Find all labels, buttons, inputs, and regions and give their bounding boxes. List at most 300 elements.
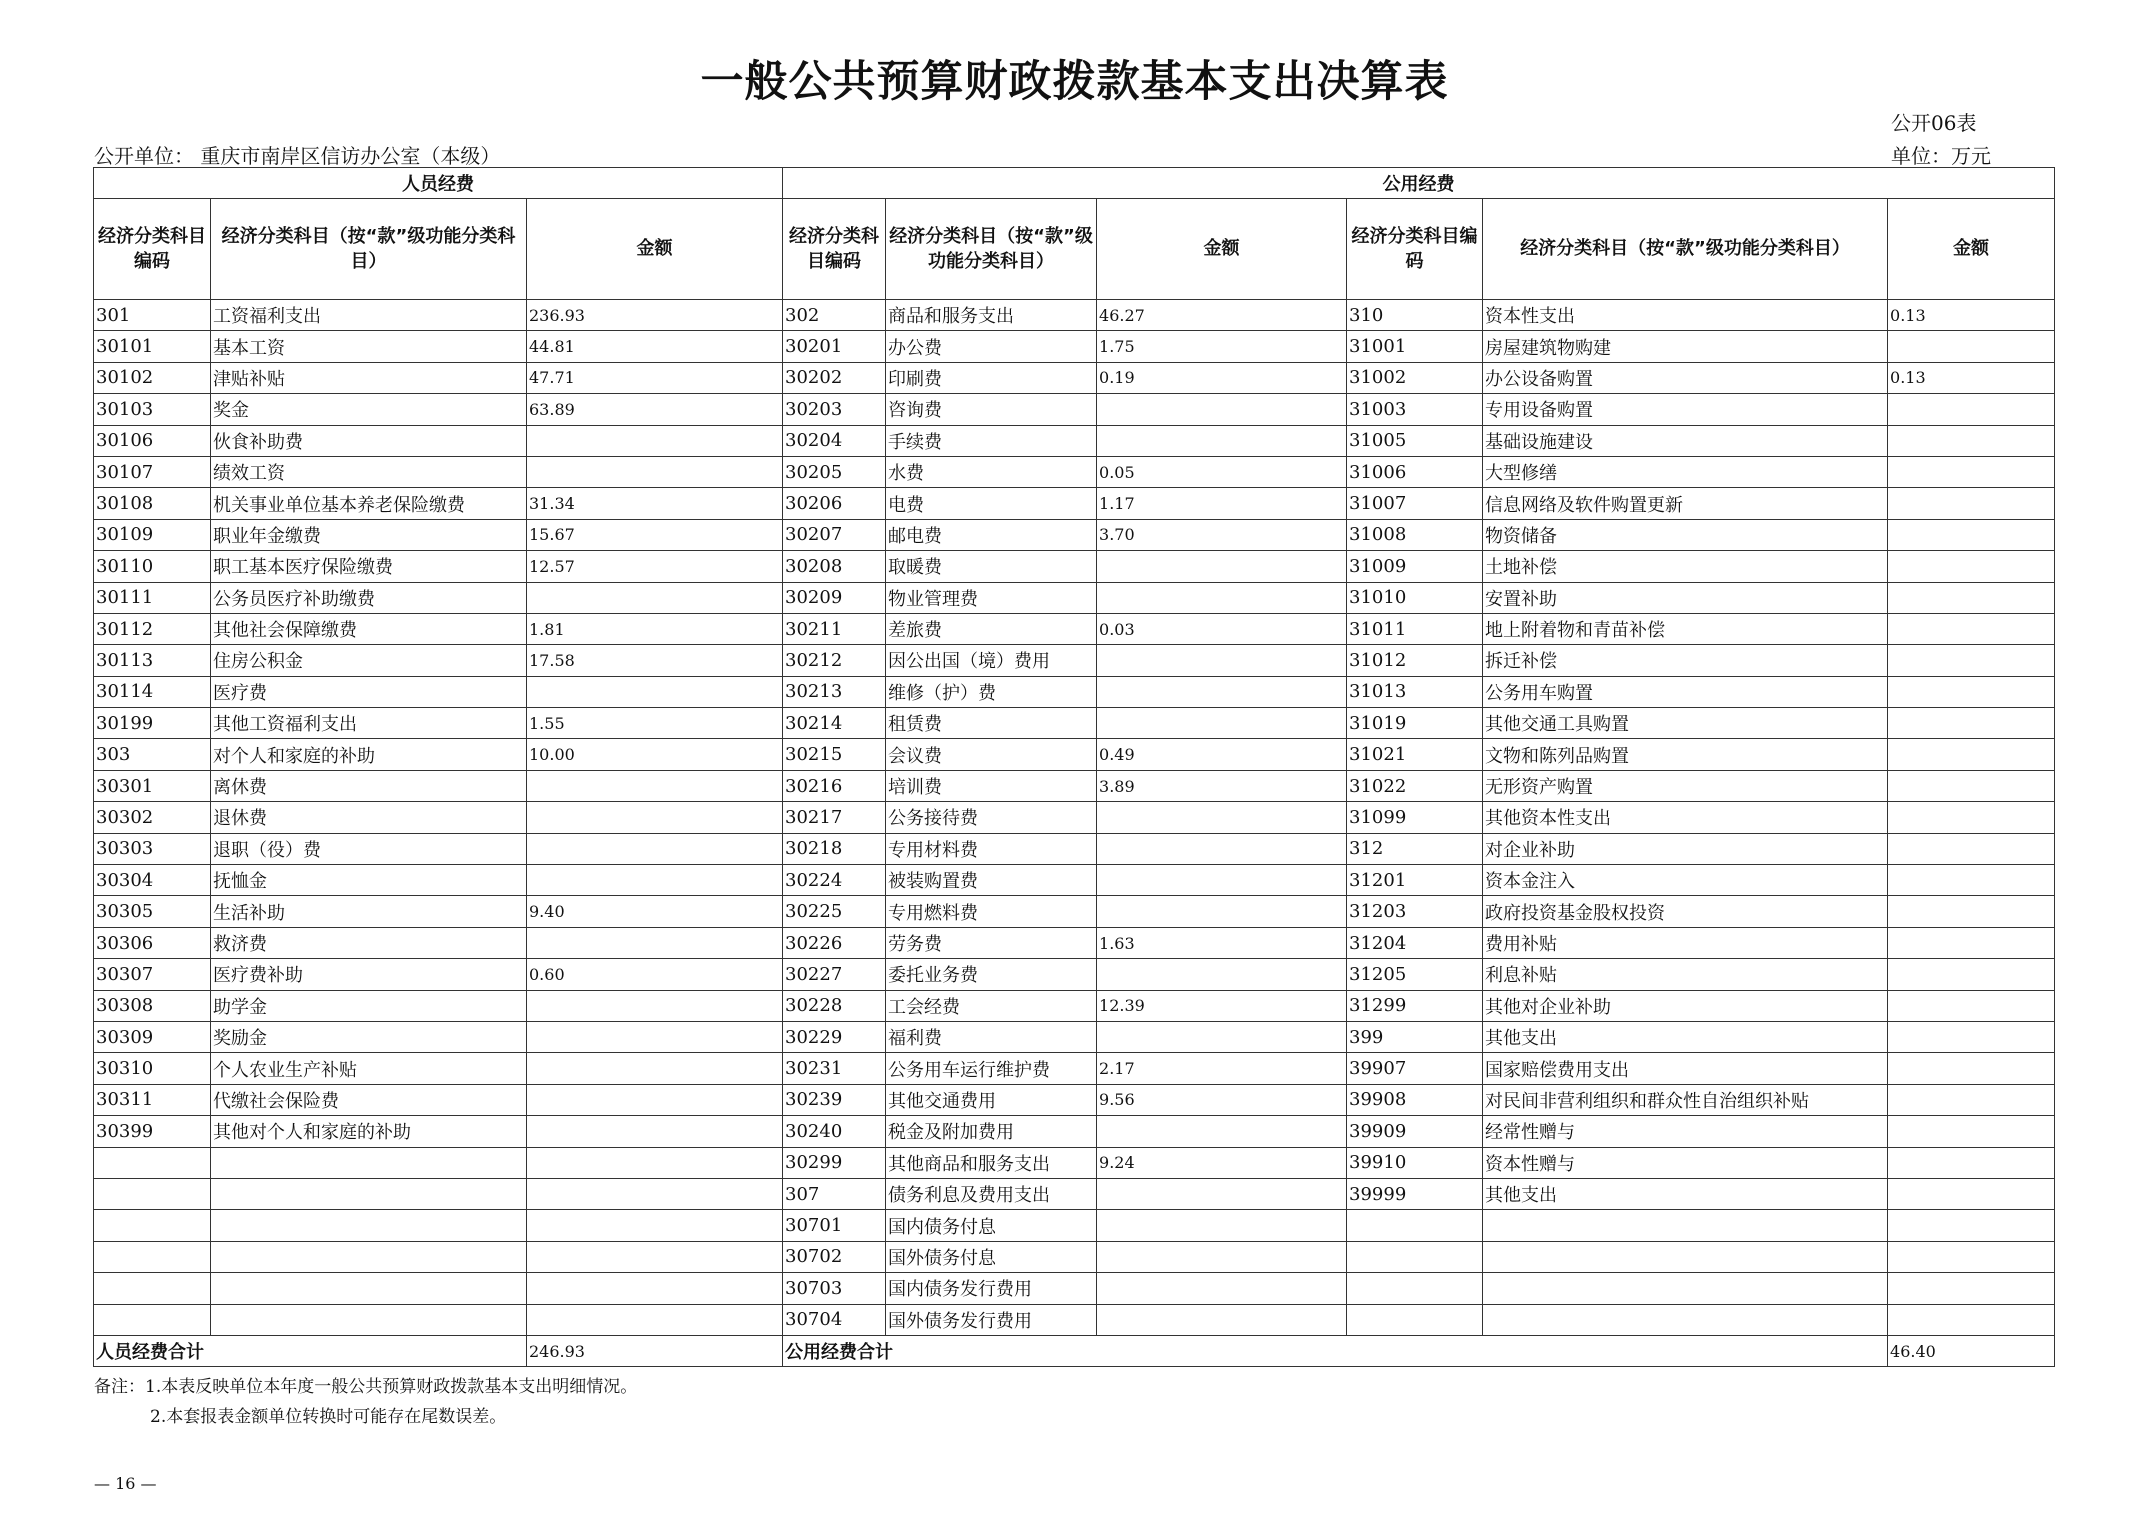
cell-name-1: 基本工资: [211, 331, 527, 362]
cell-code-2: 30701: [783, 1210, 886, 1241]
cell-name-2: 国外债务付息: [886, 1241, 1097, 1272]
cell-amount-3: [1888, 1084, 2055, 1115]
cell-amount-2: [1097, 802, 1347, 833]
cell-code-1: 303: [94, 739, 211, 770]
cell-code-1: 30308: [94, 990, 211, 1021]
cell-amount-1: 0.60: [527, 959, 783, 990]
table-row: [94, 1178, 2055, 1209]
cell-name-2: 工会经费: [886, 990, 1097, 1021]
cell-name-2: 其他交通费用: [886, 1084, 1097, 1115]
cell-name-2: 电费: [886, 488, 1097, 519]
cell-code-3: 31021: [1347, 739, 1483, 770]
cell-amount-1: [527, 802, 783, 833]
cell-amount-2: 0.49: [1097, 739, 1347, 770]
table-row: [94, 1021, 2055, 1052]
cell-code-2: 30240: [783, 1116, 886, 1147]
cell-name-2: 专用材料费: [886, 833, 1097, 864]
cell-amount-3: [1888, 833, 2055, 864]
cell-code-3: 31299: [1347, 990, 1483, 1021]
cell-name-3: 其他对企业补助: [1483, 990, 1888, 1021]
cell-amount-1: 9.40: [527, 896, 783, 927]
cell-code-3: [1347, 1210, 1483, 1241]
cell-amount-1: [527, 1147, 783, 1178]
cell-amount-1: [527, 1178, 783, 1209]
cell-amount-2: 1.75: [1097, 331, 1347, 362]
cell-name-3: 对企业补助: [1483, 833, 1888, 864]
cell-amount-2: [1097, 425, 1347, 456]
cell-code-1: [94, 1241, 211, 1272]
cell-amount-1: 10.00: [527, 739, 783, 770]
cell-code-1: 30301: [94, 770, 211, 801]
cell-amount-3: [1888, 1116, 2055, 1147]
cell-code-2: 30213: [783, 676, 886, 707]
cell-name-1: 离休费: [211, 770, 527, 801]
cell-amount-2: [1097, 582, 1347, 613]
cell-amount-3: [1888, 331, 2055, 362]
table-row: [94, 865, 2055, 896]
table-row: [94, 425, 2055, 456]
cell-amount-3: [1888, 394, 2055, 425]
cell-code-1: 30108: [94, 488, 211, 519]
cell-amount-1: 17.58: [527, 645, 783, 676]
cell-code-2: 30228: [783, 990, 886, 1021]
cell-name-1: 退休费: [211, 802, 527, 833]
table-row: [94, 362, 2055, 393]
cell-code-2: 30212: [783, 645, 886, 676]
table-row: [94, 739, 2055, 770]
cell-code-3: [1347, 1273, 1483, 1304]
cell-code-3: [1347, 1241, 1483, 1272]
cell-name-3: [1483, 1304, 1888, 1335]
cell-amount-1: [527, 1304, 783, 1335]
cell-code-3: 39908: [1347, 1084, 1483, 1115]
cell-code-2: 30206: [783, 488, 886, 519]
cell-name-1: [211, 1304, 527, 1335]
cell-name-1: 个人农业生产补贴: [211, 1053, 527, 1084]
cell-amount-1: [527, 676, 783, 707]
cell-name-1: 对个人和家庭的补助: [211, 739, 527, 770]
col-header-code-1: 经济分类科目编码: [94, 199, 211, 300]
cell-name-3: 对民间非营利组织和群众性自治组织补贴: [1483, 1084, 1888, 1115]
cell-code-2: 30209: [783, 582, 886, 613]
cell-amount-3: [1888, 1178, 2055, 1209]
cell-name-3: 地上附着物和青苗补偿: [1483, 613, 1888, 644]
cell-amount-2: 3.70: [1097, 519, 1347, 550]
cell-name-3: 公务用车购置: [1483, 676, 1888, 707]
cell-code-1: 30399: [94, 1116, 211, 1147]
personnel-total-value: 246.93: [527, 1335, 783, 1366]
personnel-group-header: 人员经费: [94, 168, 783, 199]
cell-amount-3: [1888, 613, 2055, 644]
col-header-name-1: 经济分类科目（按“款”级功能分类科目）: [211, 199, 527, 300]
personnel-total-label: 人员经费合计: [94, 1335, 527, 1366]
cell-amount-3: [1888, 645, 2055, 676]
cell-code-2: 30299: [783, 1147, 886, 1178]
table-row: [94, 959, 2055, 990]
cell-name-1: 职工基本医疗保险缴费: [211, 551, 527, 582]
cell-amount-2: [1097, 551, 1347, 582]
cell-code-2: 30231: [783, 1053, 886, 1084]
cell-name-3: 其他支出: [1483, 1178, 1888, 1209]
cell-name-1: 医疗费: [211, 676, 527, 707]
cell-code-3: 31005: [1347, 425, 1483, 456]
cell-code-3: [1347, 1304, 1483, 1335]
cell-name-2: 差旅费: [886, 613, 1097, 644]
cell-name-2: 被装购置费: [886, 865, 1097, 896]
cell-name-3: 利息补贴: [1483, 959, 1888, 990]
cell-code-2: 30227: [783, 959, 886, 990]
group-header-row: [94, 168, 2055, 199]
currency-unit: 单位：万元: [1891, 144, 1991, 168]
cell-code-2: 30203: [783, 394, 886, 425]
cell-name-1: 助学金: [211, 990, 527, 1021]
table-row: [94, 927, 2055, 958]
cell-code-2: 30217: [783, 802, 886, 833]
table-row: [94, 1116, 2055, 1147]
col-header-amount-3: 金额: [1888, 199, 2055, 300]
cell-code-1: [94, 1147, 211, 1178]
cell-name-3: 物资储备: [1483, 519, 1888, 550]
cell-name-3: 安置补助: [1483, 582, 1888, 613]
cell-amount-2: [1097, 833, 1347, 864]
cell-code-1: 30114: [94, 676, 211, 707]
cell-amount-1: [527, 1273, 783, 1304]
table-row: [94, 708, 2055, 739]
cell-code-3: 312: [1347, 833, 1483, 864]
cell-name-2: 水费: [886, 456, 1097, 487]
cell-name-3: 其他资本性支出: [1483, 802, 1888, 833]
cell-amount-2: [1097, 1241, 1347, 1272]
cell-name-1: [211, 1178, 527, 1209]
cell-amount-2: [1097, 865, 1347, 896]
cell-amount-3: [1888, 770, 2055, 801]
col-header-code-2: 经济分类科目编码: [783, 199, 886, 300]
form-number: 公开06表: [1891, 111, 1977, 135]
cell-amount-1: [527, 1241, 783, 1272]
cell-name-1: [211, 1241, 527, 1272]
cell-name-2: 商品和服务支出: [886, 300, 1097, 331]
cell-amount-3: [1888, 582, 2055, 613]
cell-code-2: 30239: [783, 1084, 886, 1115]
cell-code-2: 30204: [783, 425, 886, 456]
cell-amount-2: [1097, 1273, 1347, 1304]
cell-amount-3: [1888, 708, 2055, 739]
cell-name-2: 福利费: [886, 1021, 1097, 1052]
cell-code-2: 30225: [783, 896, 886, 927]
cell-amount-1: [527, 456, 783, 487]
cell-amount-1: [527, 425, 783, 456]
cell-amount-2: 0.05: [1097, 456, 1347, 487]
cell-amount-1: [527, 1210, 783, 1241]
public-total-value: 46.40: [1888, 1335, 2055, 1366]
cell-code-1: 30102: [94, 362, 211, 393]
cell-name-1: 奖励金: [211, 1021, 527, 1052]
cell-name-2: 国内债务付息: [886, 1210, 1097, 1241]
cell-code-1: [94, 1178, 211, 1209]
cell-name-3: 基础设施建设: [1483, 425, 1888, 456]
cell-code-3: 31019: [1347, 708, 1483, 739]
table-row: [94, 1273, 2055, 1304]
table-row: [94, 613, 2055, 644]
cell-code-1: 30307: [94, 959, 211, 990]
cell-name-3: 办公设备购置: [1483, 362, 1888, 393]
cell-code-2: 302: [783, 300, 886, 331]
cell-name-2: 其他商品和服务支出: [886, 1147, 1097, 1178]
cell-code-1: 30311: [94, 1084, 211, 1115]
table-row: [94, 1147, 2055, 1178]
cell-code-3: 31099: [1347, 802, 1483, 833]
cell-amount-3: 0.13: [1888, 300, 2055, 331]
cell-name-2: 委托业务费: [886, 959, 1097, 990]
cell-amount-2: [1097, 645, 1347, 676]
cell-code-3: 310: [1347, 300, 1483, 331]
cell-name-2: 取暖费: [886, 551, 1097, 582]
cell-name-1: [211, 1273, 527, 1304]
cell-code-2: 30205: [783, 456, 886, 487]
cell-amount-2: 0.03: [1097, 613, 1347, 644]
cell-name-2: 邮电费: [886, 519, 1097, 550]
cell-name-2: 咨询费: [886, 394, 1097, 425]
cell-amount-1: [527, 990, 783, 1021]
cell-code-2: 30704: [783, 1304, 886, 1335]
cell-name-2: 物业管理费: [886, 582, 1097, 613]
cell-code-1: 30109: [94, 519, 211, 550]
table-row: [94, 582, 2055, 613]
page-title: 一般公共预算财政拨款基本支出决算表: [700, 57, 1449, 107]
cell-code-3: 31010: [1347, 582, 1483, 613]
cell-amount-3: [1888, 1021, 2055, 1052]
cell-code-3: 31205: [1347, 959, 1483, 990]
cell-amount-2: 9.24: [1097, 1147, 1347, 1178]
cell-amount-1: 15.67: [527, 519, 783, 550]
cell-name-1: 奖金: [211, 394, 527, 425]
cell-amount-2: 9.56: [1097, 1084, 1347, 1115]
cell-amount-1: 44.81: [527, 331, 783, 362]
public-total-label: 公用经费合计: [783, 1335, 1888, 1366]
cell-name-2: 手续费: [886, 425, 1097, 456]
cell-name-2: 因公出国（境）费用: [886, 645, 1097, 676]
note-1: 备注：1.本表反映单位本年度一般公共预算财政拨款基本支出明细情况。: [94, 1377, 638, 1397]
cell-name-1: 其他对个人和家庭的补助: [211, 1116, 527, 1147]
table-row: [94, 456, 2055, 487]
cell-amount-3: [1888, 551, 2055, 582]
col-header-name-3: 经济分类科目（按“款”级功能分类科目）: [1483, 199, 1888, 300]
cell-amount-2: 12.39: [1097, 990, 1347, 1021]
cell-code-3: 31204: [1347, 927, 1483, 958]
cell-code-1: 30113: [94, 645, 211, 676]
table-row: [94, 551, 2055, 582]
cell-code-3: 31002: [1347, 362, 1483, 393]
cell-name-3: 其他支出: [1483, 1021, 1888, 1052]
cell-name-3: 资本性支出: [1483, 300, 1888, 331]
cell-code-2: 30702: [783, 1241, 886, 1272]
cell-amount-2: 3.89: [1097, 770, 1347, 801]
cell-name-3: [1483, 1273, 1888, 1304]
expenditure-table: [93, 167, 2055, 1367]
cell-code-1: 30310: [94, 1053, 211, 1084]
cell-amount-2: [1097, 1178, 1347, 1209]
cell-code-3: 31022: [1347, 770, 1483, 801]
cell-name-2: 劳务费: [886, 927, 1097, 958]
cell-code-1: 30111: [94, 582, 211, 613]
cell-code-3: 31009: [1347, 551, 1483, 582]
cell-code-1: 30303: [94, 833, 211, 864]
cell-amount-2: [1097, 896, 1347, 927]
table-row: [94, 896, 2055, 927]
table-row: [94, 1241, 2055, 1272]
col-header-amount-2: 金额: [1097, 199, 1347, 300]
cell-name-1: 退职（役）费: [211, 833, 527, 864]
page-number: — 16 —: [94, 1474, 157, 1493]
cell-name-1: 工资福利支出: [211, 300, 527, 331]
cell-code-1: 30309: [94, 1021, 211, 1052]
cell-name-2: 会议费: [886, 739, 1097, 770]
cell-name-3: 政府投资基金股权投资: [1483, 896, 1888, 927]
table-row: [94, 770, 2055, 801]
cell-code-3: 31006: [1347, 456, 1483, 487]
cell-name-2: 国外债务发行费用: [886, 1304, 1097, 1335]
cell-name-3: 国家赔偿费用支出: [1483, 1053, 1888, 1084]
cell-code-2: 30215: [783, 739, 886, 770]
cell-name-1: 津贴补贴: [211, 362, 527, 393]
cell-amount-3: [1888, 1210, 2055, 1241]
cell-code-2: 30211: [783, 613, 886, 644]
cell-name-3: 拆迁补偿: [1483, 645, 1888, 676]
cell-name-1: [211, 1147, 527, 1178]
table-body: [94, 300, 2055, 1336]
cell-name-1: 医疗费补助: [211, 959, 527, 990]
cell-amount-2: [1097, 1021, 1347, 1052]
table-row: [94, 1053, 2055, 1084]
cell-code-1: 30103: [94, 394, 211, 425]
cell-amount-2: [1097, 1116, 1347, 1147]
cell-code-1: 30305: [94, 896, 211, 927]
cell-code-1: 30107: [94, 456, 211, 487]
cell-name-2: 税金及附加费用: [886, 1116, 1097, 1147]
cell-code-2: 30207: [783, 519, 886, 550]
cell-code-1: [94, 1304, 211, 1335]
cell-name-3: [1483, 1241, 1888, 1272]
cell-amount-2: 46.27: [1097, 300, 1347, 331]
table-row: [94, 394, 2055, 425]
table-row: [94, 990, 2055, 1021]
cell-code-3: 31001: [1347, 331, 1483, 362]
cell-code-2: 30216: [783, 770, 886, 801]
cell-amount-3: 0.13: [1888, 362, 2055, 393]
cell-name-3: 资本金注入: [1483, 865, 1888, 896]
cell-name-3: 费用补贴: [1483, 927, 1888, 958]
cell-code-3: 31012: [1347, 645, 1483, 676]
table-row: [94, 1210, 2055, 1241]
table-row: [94, 488, 2055, 519]
cell-name-2: 培训费: [886, 770, 1097, 801]
cell-amount-1: 1.81: [527, 613, 783, 644]
cell-code-1: 30302: [94, 802, 211, 833]
cell-name-1: 公务员医疗补助缴费: [211, 582, 527, 613]
cell-amount-3: [1888, 425, 2055, 456]
cell-amount-1: [527, 1116, 783, 1147]
cell-name-1: 住房公积金: [211, 645, 527, 676]
cell-code-1: 301: [94, 300, 211, 331]
cell-code-2: 30226: [783, 927, 886, 958]
cell-amount-2: [1097, 676, 1347, 707]
cell-name-2: 租赁费: [886, 708, 1097, 739]
cell-name-2: 国内债务发行费用: [886, 1273, 1097, 1304]
cell-name-1: 其他社会保障缴费: [211, 613, 527, 644]
cell-code-3: 31013: [1347, 676, 1483, 707]
cell-code-1: 30106: [94, 425, 211, 456]
cell-amount-1: [527, 582, 783, 613]
cell-amount-2: 0.19: [1097, 362, 1347, 393]
cell-amount-3: [1888, 802, 2055, 833]
cell-name-3: 无形资产购置: [1483, 770, 1888, 801]
cell-code-3: 31201: [1347, 865, 1483, 896]
cell-name-3: [1483, 1210, 1888, 1241]
cell-amount-2: [1097, 1304, 1347, 1335]
col-header-code-3: 经济分类科目编码: [1347, 199, 1483, 300]
cell-amount-2: [1097, 959, 1347, 990]
cell-code-3: 39909: [1347, 1116, 1483, 1147]
table-row: [94, 833, 2055, 864]
cell-amount-3: [1888, 1273, 2055, 1304]
cell-name-1: [211, 1210, 527, 1241]
cell-name-2: 维修（护）费: [886, 676, 1097, 707]
cell-amount-2: 1.63: [1097, 927, 1347, 958]
cell-code-3: 39907: [1347, 1053, 1483, 1084]
totals-row: [94, 1335, 2055, 1366]
cell-amount-3: [1888, 1147, 2055, 1178]
cell-code-2: 30224: [783, 865, 886, 896]
table-row: [94, 802, 2055, 833]
cell-code-2: 30214: [783, 708, 886, 739]
cell-name-1: 机关事业单位基本养老保险缴费: [211, 488, 527, 519]
cell-amount-1: 1.55: [527, 708, 783, 739]
cell-name-1: 其他工资福利支出: [211, 708, 527, 739]
cell-amount-3: [1888, 959, 2055, 990]
cell-amount-3: [1888, 1304, 2055, 1335]
cell-amount-2: [1097, 1210, 1347, 1241]
cell-code-3: 31011: [1347, 613, 1483, 644]
table-row: [94, 1084, 2055, 1115]
cell-amount-3: [1888, 1241, 2055, 1272]
cell-name-3: 专用设备购置: [1483, 394, 1888, 425]
cell-code-1: [94, 1273, 211, 1304]
table-row: [94, 519, 2055, 550]
cell-name-3: 信息网络及软件购置更新: [1483, 488, 1888, 519]
cell-code-1: 30101: [94, 331, 211, 362]
cell-amount-3: [1888, 739, 2055, 770]
cell-amount-3: [1888, 990, 2055, 1021]
cell-amount-1: [527, 865, 783, 896]
cell-name-3: 其他交通工具购置: [1483, 708, 1888, 739]
cell-name-2: 公务接待费: [886, 802, 1097, 833]
cell-name-1: 抚恤金: [211, 865, 527, 896]
notes: [94, 1372, 637, 1432]
cell-code-3: 39910: [1347, 1147, 1483, 1178]
cell-amount-2: 2.17: [1097, 1053, 1347, 1084]
cell-code-3: 31003: [1347, 394, 1483, 425]
cell-amount-3: [1888, 865, 2055, 896]
cell-amount-1: 236.93: [527, 300, 783, 331]
cell-name-1: 代缴社会保险费: [211, 1084, 527, 1115]
cell-amount-1: 12.57: [527, 551, 783, 582]
cell-code-2: 30202: [783, 362, 886, 393]
cell-code-1: 30306: [94, 927, 211, 958]
cell-code-2: 30703: [783, 1273, 886, 1304]
cell-amount-1: 31.34: [527, 488, 783, 519]
cell-name-1: 救济费: [211, 927, 527, 958]
cell-amount-2: [1097, 394, 1347, 425]
